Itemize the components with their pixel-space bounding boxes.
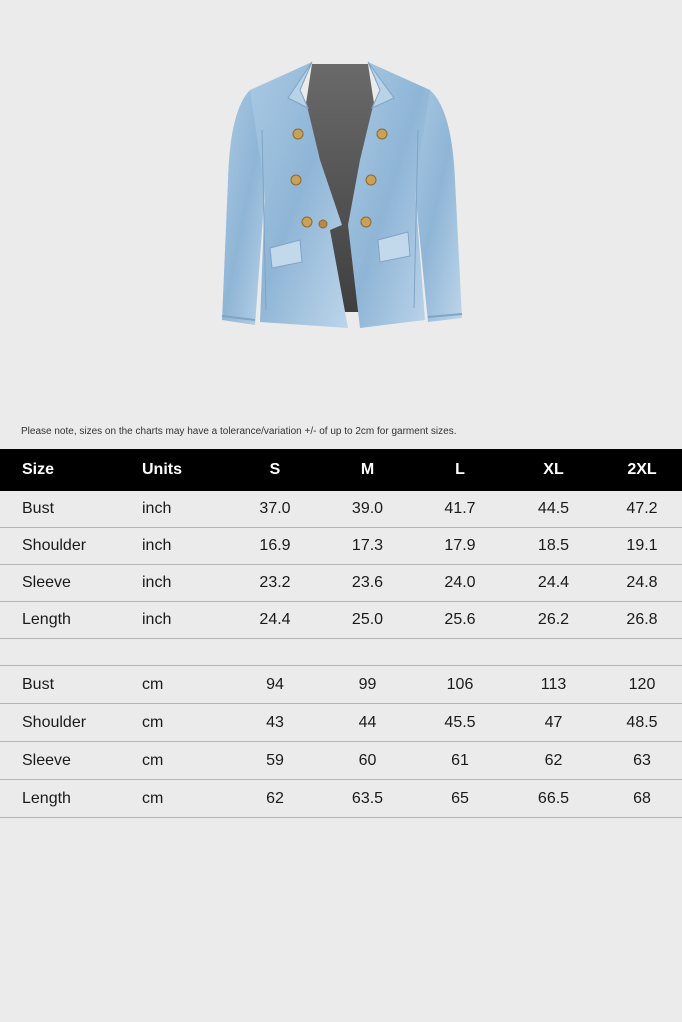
measure-label: Bust (0, 666, 136, 704)
measure-label: Length (0, 780, 136, 818)
size-value: 19.1 (602, 528, 682, 565)
size-value: 23.6 (320, 565, 415, 602)
header-size: Size (0, 449, 136, 491)
size-chart-table (0, 449, 682, 818)
size-value: 47 (505, 704, 602, 742)
table-row (0, 528, 682, 565)
measure-label: Shoulder (0, 704, 136, 742)
table-row (0, 742, 682, 780)
size-value: 18.5 (505, 528, 602, 565)
header-units: Units (136, 449, 230, 491)
header-xl: XL (505, 449, 602, 491)
measure-label: Sleeve (0, 565, 136, 602)
size-value: 47.2 (602, 491, 682, 528)
size-value: 63 (602, 742, 682, 780)
measure-label: Shoulder (0, 528, 136, 565)
size-value: 24.0 (415, 565, 505, 602)
size-value: 68 (602, 780, 682, 818)
table-row (0, 704, 682, 742)
size-value: 48.5 (602, 704, 682, 742)
size-value: 24.4 (505, 565, 602, 602)
size-value: 44.5 (505, 491, 602, 528)
size-value: 24.8 (602, 565, 682, 602)
table-header-row (0, 449, 682, 491)
size-value: 16.9 (230, 528, 320, 565)
size-value: 37.0 (230, 491, 320, 528)
header-s: S (230, 449, 320, 491)
denim-blazer-illustration (200, 50, 480, 345)
size-value: 62 (505, 742, 602, 780)
table-row (0, 780, 682, 818)
table-row (0, 666, 682, 704)
size-value: 120 (602, 666, 682, 704)
size-value: 17.9 (415, 528, 505, 565)
size-value: 17.3 (320, 528, 415, 565)
unit-label: cm (136, 780, 230, 818)
unit-label: inch (136, 565, 230, 602)
size-value: 62 (230, 780, 320, 818)
size-value: 60 (320, 742, 415, 780)
header-2xl: 2XL (602, 449, 682, 491)
size-value: 63.5 (320, 780, 415, 818)
size-value: 59 (230, 742, 320, 780)
spacer-cell (0, 639, 682, 666)
product-image (200, 50, 480, 345)
size-value: 61 (415, 742, 505, 780)
size-value: 66.5 (505, 780, 602, 818)
unit-label: inch (136, 602, 230, 639)
unit-label: inch (136, 491, 230, 528)
table-spacer-row (0, 639, 682, 666)
size-value: 26.8 (602, 602, 682, 639)
size-value: 25.6 (415, 602, 505, 639)
table-row (0, 565, 682, 602)
unit-label: cm (136, 704, 230, 742)
size-value: 25.0 (320, 602, 415, 639)
size-value: 41.7 (415, 491, 505, 528)
size-value: 23.2 (230, 565, 320, 602)
size-value: 26.2 (505, 602, 602, 639)
size-value: 94 (230, 666, 320, 704)
size-tolerance-note: Please note, sizes on the charts may have a tolerance/variation +/- of up to 2cm for garment sizes. (21, 426, 457, 437)
size-value: 113 (505, 666, 602, 704)
measure-label: Bust (0, 491, 136, 528)
size-value: 39.0 (320, 491, 415, 528)
size-value: 43 (230, 704, 320, 742)
table-row (0, 602, 682, 639)
size-value: 24.4 (230, 602, 320, 639)
size-value: 45.5 (415, 704, 505, 742)
unit-label: cm (136, 742, 230, 780)
measure-label: Length (0, 602, 136, 639)
header-m: M (320, 449, 415, 491)
size-value: 99 (320, 666, 415, 704)
size-value: 106 (415, 666, 505, 704)
header-l: L (415, 449, 505, 491)
size-value: 65 (415, 780, 505, 818)
unit-label: inch (136, 528, 230, 565)
measure-label: Sleeve (0, 742, 136, 780)
table-row (0, 491, 682, 528)
size-value: 44 (320, 704, 415, 742)
unit-label: cm (136, 666, 230, 704)
